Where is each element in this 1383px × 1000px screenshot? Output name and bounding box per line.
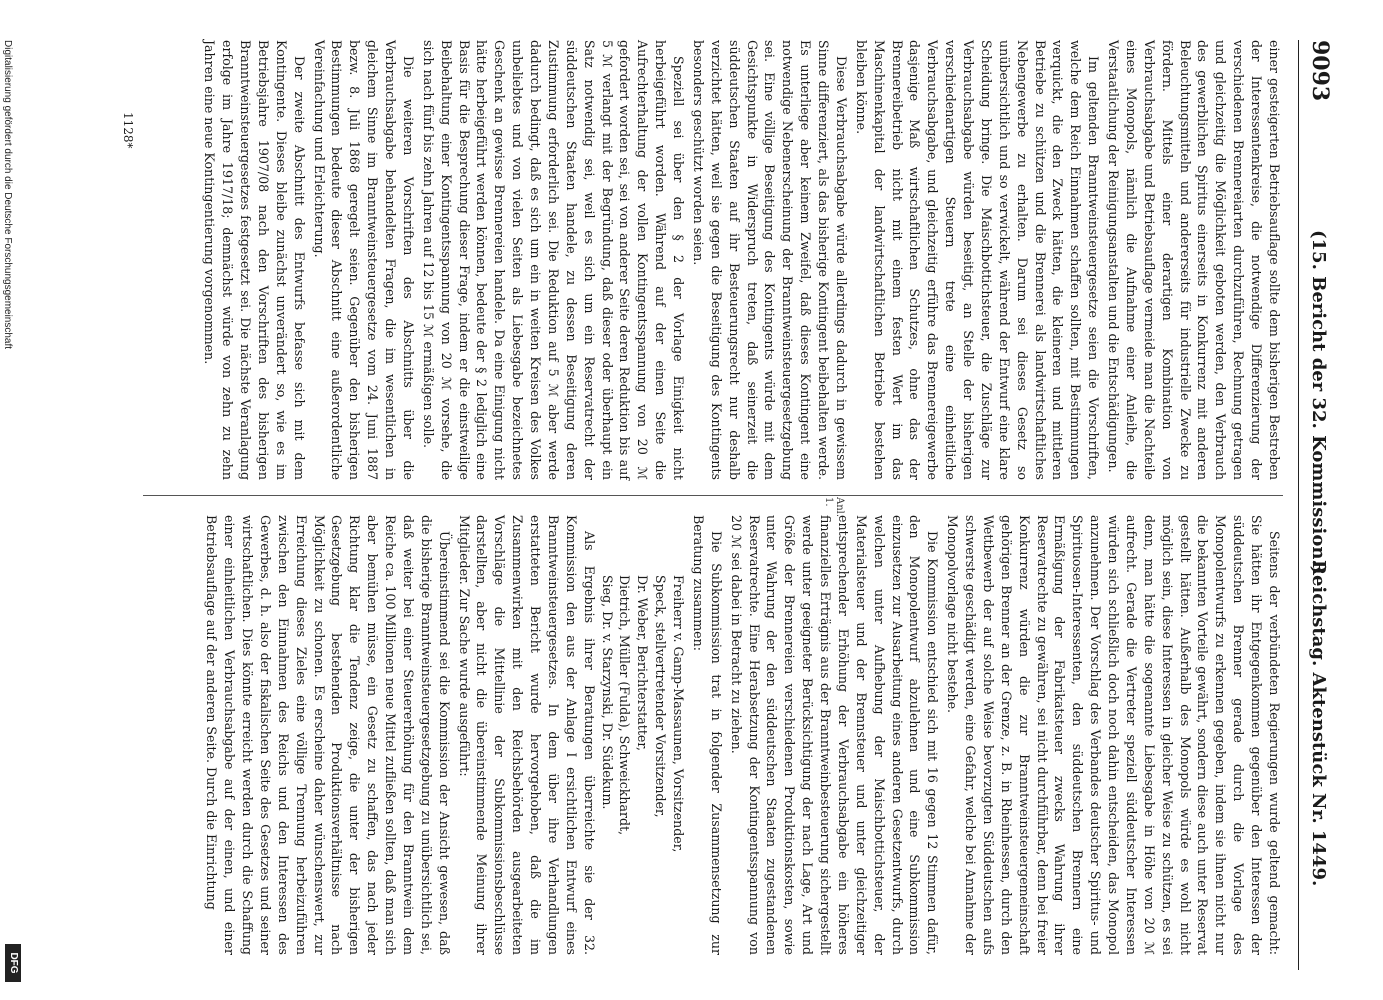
paragraph: Als Ergebnis ihrer Beratungen überreichte sie der 32. Kommission den aus der Anlage I ersichtlichen Entwurf eines Branntweinsteuergesetzes. In dem über ihre Verhandlungen erstatteten Bericht wurde hervorgehoben, daß die im Zusammenwirken mit den Reichsbehörden ausgearbeiteten Vorschläge die Mittellinie der Subkommissionsbeschlüsse darstellten, aber nicht die übereinstimmende Meinung ihrer Mitglieder. Zur Sache wurde ausgeführt:: [456, 515, 597, 955]
column-divider: [143, 495, 1283, 496]
member-line: Sieg, Dr. v. Starzynski, Dr. Südekum.: [599, 575, 615, 810]
paragraph: Die Subkommission trat in folgender Zusammensetzung zur Beratung zusammen:: [691, 515, 724, 955]
left-text-column: [199, 40, 1284, 480]
paragraph: Speziell sei über den § 2 der Vorlage Einigkeit nicht herbeigeführt worden. Während auf der einen Seite die Aufrechterhaltung der vollen Kontingentsspannung von 20 ℳ gefordert worden sei, sei von anderer Seite deren Reduktion bis auf 5 ℳ verlangt mit der Begründung, daß dieser oder überhaupt ein Satz notwendig sei, weil es sich um ein Reservatrecht der süddeutschen Staaten handele, zu dessen Beseitigung deren Zustimmung erforderlich sei. Die Reduktion auf 5 ℳ aber werde dadurch bedingt, daß es sich um ein in weiten Kreisen des Volkes unbeliebtes und von vielen Seiten als Liebesgabe bezeichnetes Geschenk an gewisse Brennereien handele. Da eine Einigung nicht hätte herbeigeführt werden können, bedeute der § 2 lediglich eine Basis für die Besprechung dieser Frage, indem er die einstweilige Beibehaltung einer Kontingentsspannung von 20 ℳ vorsehe, die sich nach fünf bis zehn Jahren auf 12 bis 15 ℳ ermäßigen solle.: [420, 40, 687, 480]
paragraph: einer gesteigerten Betriebsauflage sollte dem bisherigen Bestreben der Interessentenkreise, die notwendige Differenzierung der verschiedenen Brennereiarten durchzuführen, Rechnung getragen und gleichzeitig die Möglichkeit geboten werden, den Verbrauch des gewerblichen Spiritus einerseits in Konkurrenz mit anderen Beleuchtungsmitteln und andererseits für industrielle Zwecke zu fördern. Mittels einer derartigen Kombination von Verbrauchsabgabe und Betriebsauflage vermeide man die Nachteile eines Monopols, nämlich die Aufnahme einer Anleihe, die Verstaatlichung der Reinigungsanstalten und die Entschädigungen.: [1106, 40, 1282, 480]
member-line: Speck, stellvertretender Vorsitzender,: [653, 575, 669, 818]
margin-note: Anl. 1.: [823, 497, 845, 518]
header-page-number: 9093: [1307, 40, 1333, 102]
paragraph: Die Kommission entschied sich mit 16 gegen 12 Stimmen dafür, den Monopolentwurf abzulehnen und eine Subkommission einzusetzen zur Ausarbeitung eines anderen Gesetzentwurfs, durch welchen unter Aufhebung der Maischbottichsteuer, der Materialsteuer und der Brennsteuer und unter gleichzeitiger entsprechender Erhöhung der Verbrauchsabgabe ein höheres finanzielles Erträgnis aus der Branntweinbesteuerung sichergestellt werde unter geeigneter Berücksichtigung der nach Lage, Art und Größe der Brennereien verschiedenen Produktionskosten, sowie unter Wahrung der den süddeutschen Staaten zugestandenen Reservatrechte. Eine Herabsetzung der Kontingentsspannung von 20 ℳ sei dabei in Betracht zu ziehen.: [728, 515, 941, 955]
right-text-column: [201, 515, 1284, 955]
member-line: Freiherr v. Gamp-Massaunen, Vorsitzender,: [671, 575, 687, 853]
footer-page-number: 1128*: [121, 112, 135, 149]
paragraph: Im geltenden Branntweinsteuergesetze seien die Vorschriften, welche dem Reich Einnahmen schaffen sollten, mit Bestimmungen verquickt, die den Zweck hätten, die kleineren und mittleren Betriebe zu schützen und die Brennerei als landwirtschaftliches Nebengewerbe zu erhalten. Darum sei dieses Gesetz so unübersichtlich und so verwickelt, während der Entwurf eine klare Scheidung bringe. Die Maischbottichsteuer, die Zuschläge zur Verbrauchsabgabe würden beseitigt, an Stelle der bisherigen verschiedenartigen Steuern trete eine einheitliche Verbrauchsabgabe, und gleichzeitig erführe das Brennereigewerbe dasjenige Maß wirtschaftlichen Schutzes, ohne das der Brennereibetrieb nicht mit einem festen Wert im das Maschinenkapital der landwirtschaftlichen Betriebe bestehen bleiben könne.: [853, 40, 1102, 480]
paragraph: Die weiteren Vorschriften des Abschnitts über die Verbrauchsabgabe behandelten Fragen, die im wesentlichen in gleichem Sinne im Branntweinsteuergesetze vom 24. Juni 1887 bezw. 8. Juli 1868 geregelt seien. Gegenüber den bisherigen Bestimmungen bedeute dieser Abschnitt eine außerordentliche Vereinfachung und Erleichterung.: [311, 40, 416, 480]
paragraph: Seitens der verbündeten Regierungen wurde geltend gemacht: Sie hätten ihr Entgegenkommen gegenüber den Interessen der süddeutschen Brenner gerade durch die Vorlage des Monopolentwurfs zu erkennen gegeben, indem sie ihnen nicht nur die bekannten Vorteile gewährt, sondern diese auch unter Reservat gestellt hätten. Außerhalb des Monopols würde es wohl nicht möglich sein, diese Interessen in gleicher Weise zu schützen, es sei denn, man hätte die sogenannte Liebesgabe in Höhe von 20 ℳ aufrecht. Gerade die Vertreter speziell süddeutscher Interessen würden sich schließlich doch noch dahin entscheiden, das Monopol anzunehmen. Der Vorschlag des Verbandes deutscher Spiritus- und Spirituosen-Interessenten, den süddeutschen Brennern eine Ermäßigung der Fabrikatsteuer zwecks Wahrung ihrer Reservatrechte zu gewähren, sei nicht durchführbar, denn bei freier Konkurrenz würden die zur Branntweinsteuergemeinschaft gehörigen Brenner an der Grenze, z. B. in Rheinhessen, durch den Wettbewerb der auf solche Weise bevorzugten Süddeutschen aufs schwerste geschädigt werden, eine Gefahr, welche bei Annahme der Monopolvorlage nicht bestehe.: [945, 515, 1282, 955]
digitization-credit: Digitalisierung gefördert durch die Deutsche Forschungsgemeinschaft: [2, 40, 13, 350]
paragraph: Übereinstimmend sei die Kommission der Ansicht gewesen, daß die bisherige Branntweinsteuergesetzgebung zu unübersichtlich sei, daß weiter bei einer Steuererhöhung für den Branntwein dem Reiche ca. 100 Millionen neue Mittel zufließen sollten, daß man sich aber bemühen müsse, ein Gesetz zu schaffen, das nach jeder Richtung klar die Tendenz zeige, die unter der bisherigen Gesetzgebung bestehenden Produktionsverhältnisse nach Möglichkeit zu schonen. Es erscheine daher wünschenswert, zur Erreichung dieses Zieles eine völlige Trennung herbeizuführen zwischen den Einnahmen des Reichs und den Interessen des Gewerbes, d. h. also der fiskalischen Seite des Gesetzes und seiner wirtschaftlichen. Dies könnte erreicht werden durch die Schaffung einer einheitlichen Verbrauchsabgabe auf der einen, und einer Betriebsauflage auf der anderen Seite. Durch die Einrichtung: [204, 515, 452, 955]
running-head: [1298, 40, 1339, 970]
member-line: Dr. Weber, Berichterstatter,: [635, 575, 651, 751]
header-report-title: (15. Bericht der 32. Kommission.): [1308, 230, 1329, 575]
paragraph: Diese Verbrauchsabgabe würde allerdings dadurch in gewissem Sinne differenziert, als das bisherige Kontingent beibehalten werde. Es unterliege aber keinem Zweifel, daß dieses Kontingent eine notwendige Nebenerscheinung der Branntweinsteuergesetzgebung sei. Eine völlige Beseitigung des Kontingents würde mit dem Gesichtspunkte in Widerspruch treten, daß seinerzeit die süddeutschen Staaten auf ihr Besteuerungsrecht nur deshalb verzichtet hätten, weil sie gegen die Beseitigung des Kontingents besonders geschützt worden seien.: [691, 40, 849, 480]
header-document-title: Reichstag. Aktenstück Nr. 1449.: [1308, 560, 1329, 887]
dfg-logo: DFG: [5, 944, 21, 982]
member-line: Dietrich, Müller (Fulda), Schweickhardt,: [617, 575, 633, 836]
paragraph: Der zweite Abschnitt des Entwurfs befasse sich mit dem Kontingente. Dieses bleibe zunächst unverändert so, wie es im Betriebsjahre 1907/08 nach den Vorschriften des bisherigen Branntweinsteuergesetzes festgesetzt sei. Die nächste Veranlagung erfolge im Jahre 1917/18; demnächst würde von zehn zu zehn Jahren eine neue Kontingentierung vorgenommen.: [202, 40, 307, 480]
